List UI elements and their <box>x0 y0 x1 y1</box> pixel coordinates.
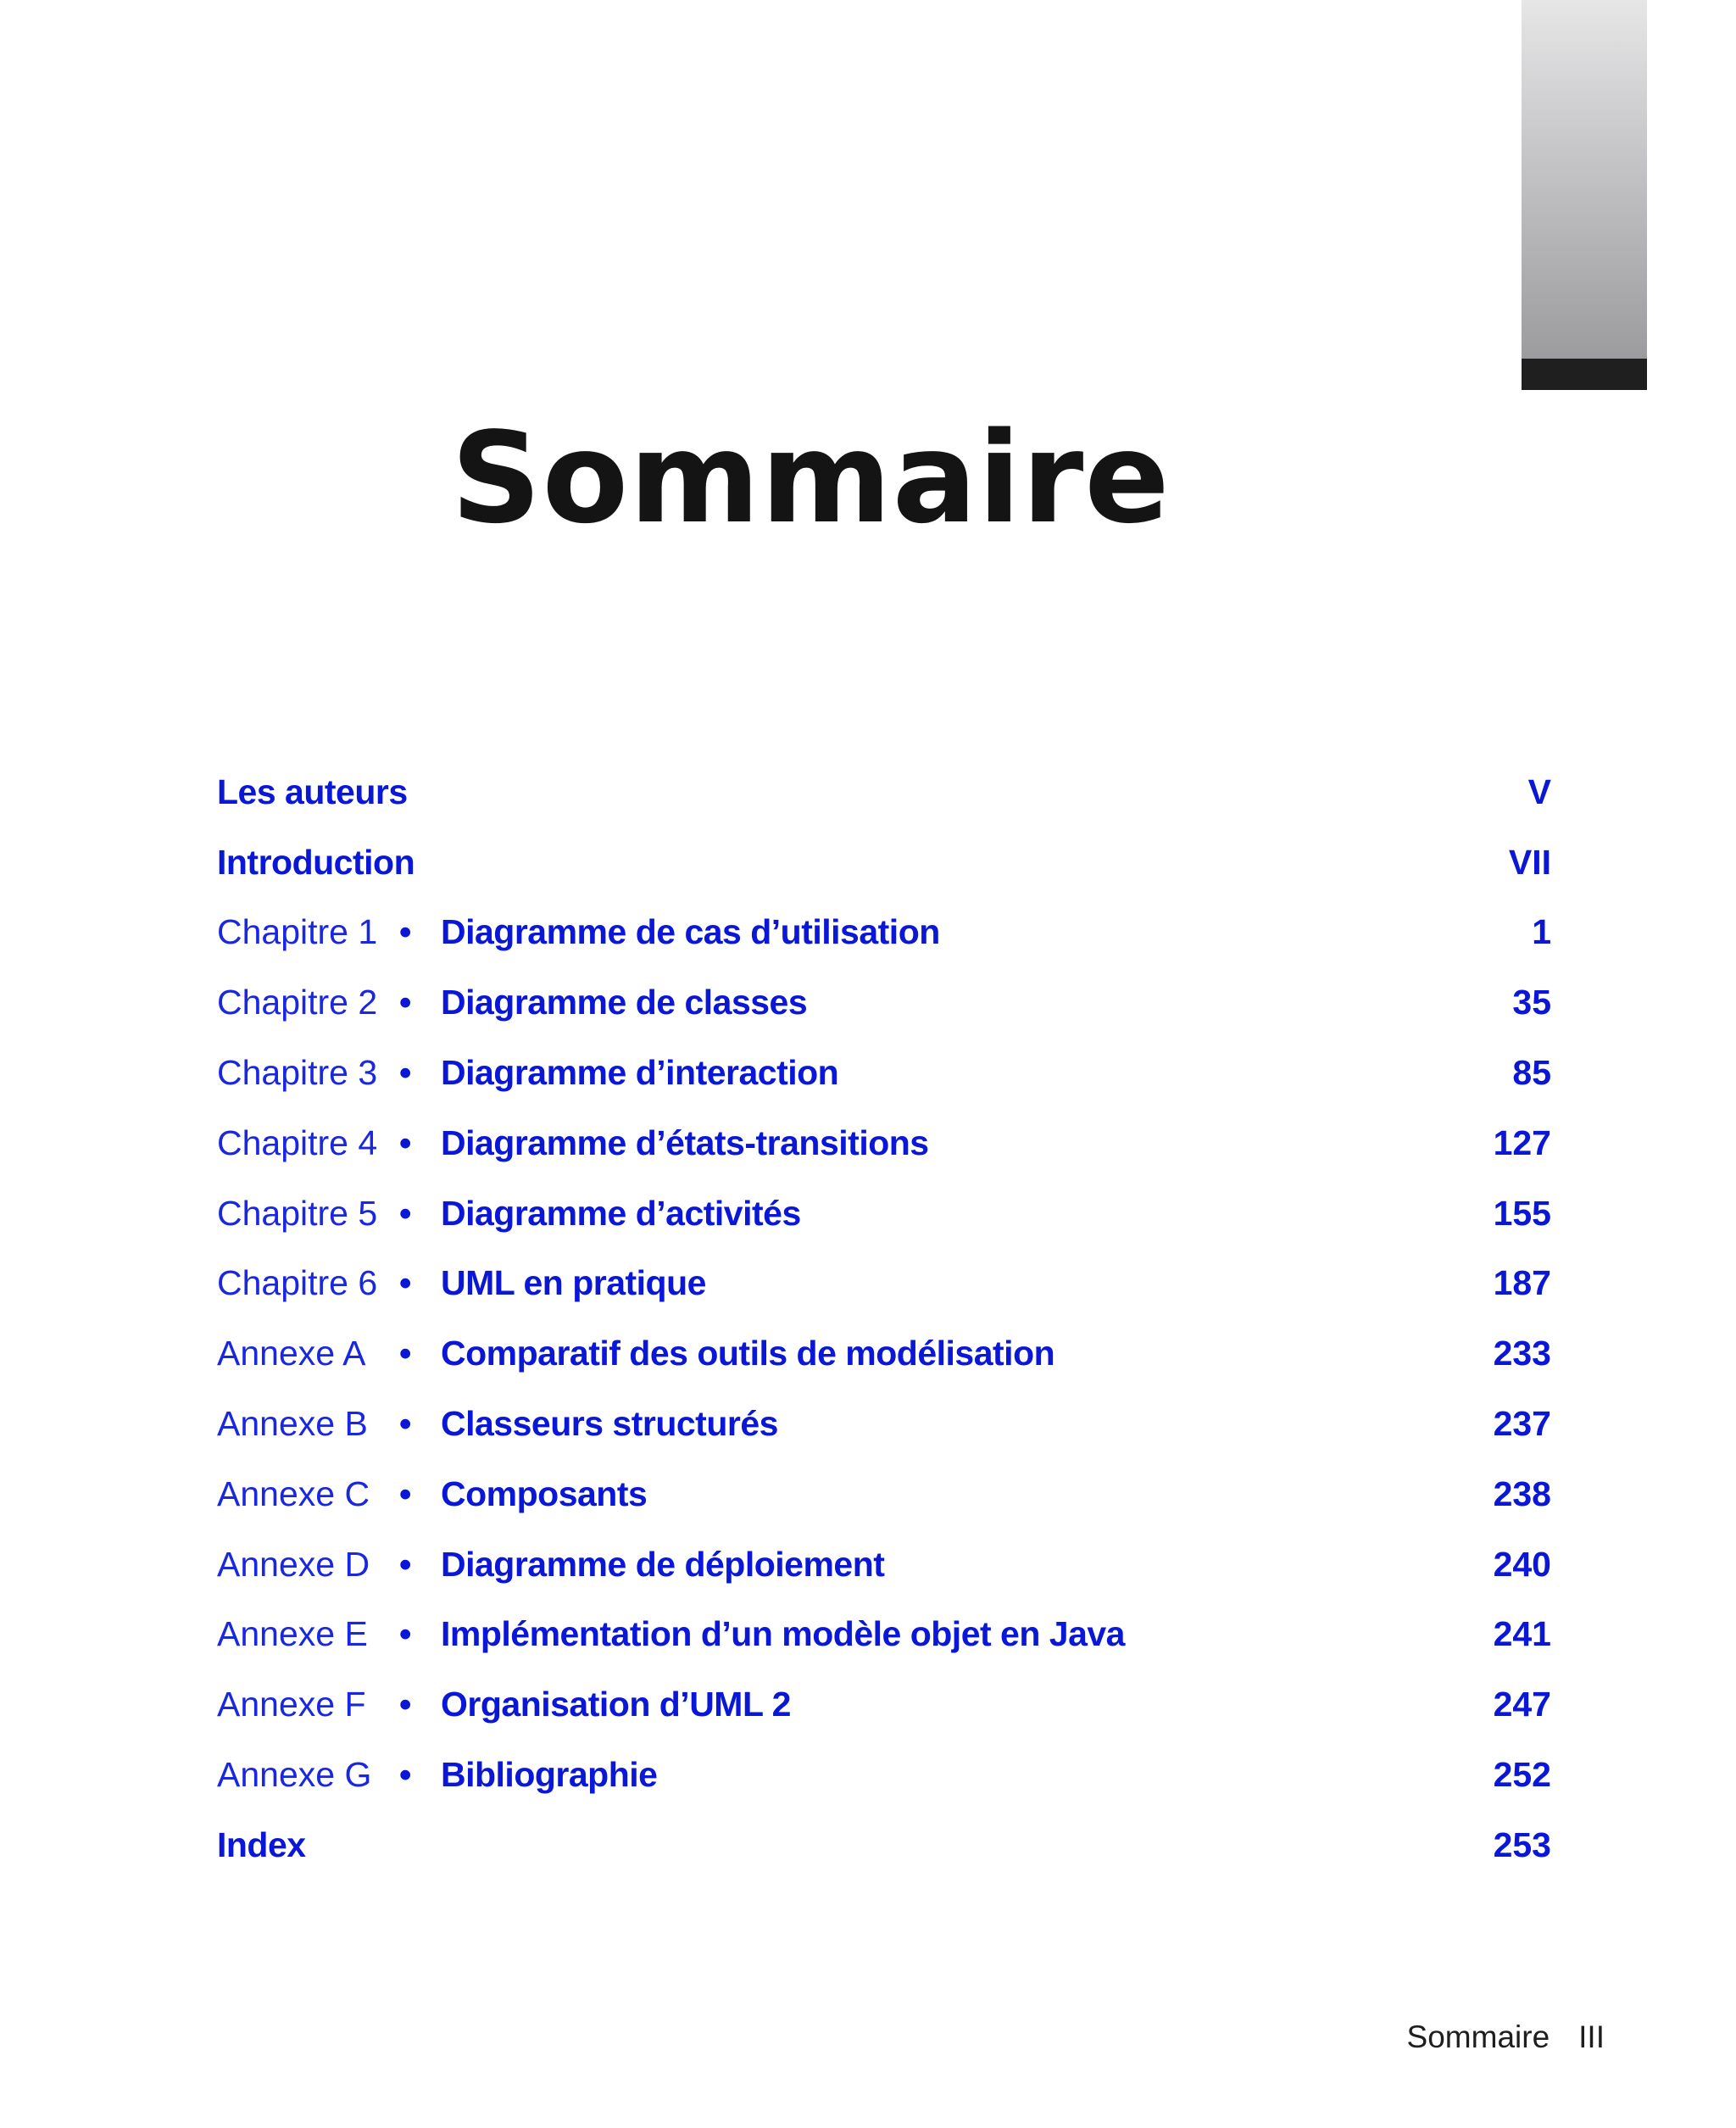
toc-entry[interactable] <box>217 757 1551 827</box>
toc-entry[interactable] <box>217 1178 1551 1249</box>
toc-entry-bullet: • <box>399 1263 412 1303</box>
toc-entry-page[interactable]: 237 <box>1493 1404 1551 1444</box>
toc-entry-page[interactable]: 253 <box>1493 1824 1551 1864</box>
toc-entry-page[interactable]: 1 <box>1532 912 1551 952</box>
edge-tab-bar <box>1522 359 1647 390</box>
page-footer <box>1407 2019 1605 2055</box>
toc-entry[interactable] <box>217 967 1551 1038</box>
toc-entry-bullet: • <box>399 1614 412 1654</box>
toc-entry-title[interactable]: Composants <box>441 1473 648 1513</box>
toc-entry-label: Annexe F <box>217 1685 366 1724</box>
toc-entry-page[interactable]: 85 <box>1512 1053 1551 1093</box>
toc-entry-label: Chapitre 1 <box>217 912 378 952</box>
toc-entry-label: Chapitre 6 <box>217 1263 378 1303</box>
toc-entry[interactable] <box>217 1810 1551 1880</box>
toc-entry-page[interactable]: 35 <box>1512 983 1551 1022</box>
toc-entry-label: Chapitre 5 <box>217 1193 378 1233</box>
toc-entry-title[interactable]: Comparatif des outils de modélisation <box>441 1334 1055 1373</box>
toc-entry-title[interactable]: Diagramme d’activités <box>441 1193 801 1233</box>
toc-entry-bullet: • <box>399 1334 412 1373</box>
toc-entry-title[interactable]: Bibliographie <box>441 1755 658 1795</box>
toc-entry[interactable] <box>217 898 1551 968</box>
footer-section: Sommaire <box>1406 2019 1550 2054</box>
toc-entry-page[interactable]: 155 <box>1493 1193 1551 1233</box>
toc-entry-page[interactable]: 252 <box>1493 1755 1551 1795</box>
toc-entry-page[interactable]: 240 <box>1493 1544 1551 1584</box>
toc-entry-title[interactable]: Les auteurs <box>217 772 408 811</box>
toc-entry-bullet: • <box>399 1404 412 1444</box>
toc-entry-label: Chapitre 3 <box>217 1053 378 1093</box>
toc-entry[interactable] <box>217 1318 1551 1389</box>
toc-entry-title[interactable]: Index <box>217 1824 306 1864</box>
toc-entry-title[interactable]: Classeurs structurés <box>441 1404 778 1444</box>
toc-entry-title[interactable]: Diagramme de déploiement <box>441 1544 885 1584</box>
toc-entry-bullet: • <box>399 1193 412 1233</box>
toc-entry-page[interactable]: 238 <box>1493 1473 1551 1513</box>
toc-entry-bullet: • <box>399 983 412 1022</box>
toc-entry-page[interactable]: 233 <box>1493 1334 1551 1373</box>
toc-entry-label: Annexe C <box>217 1473 370 1513</box>
toc-entry-bullet: • <box>399 1473 412 1513</box>
toc-entry-page[interactable]: V <box>1527 772 1551 811</box>
toc-entry-title[interactable]: Introduction <box>217 842 415 882</box>
toc-entry-label: Annexe G <box>217 1755 372 1795</box>
toc-entry-label: Chapitre 2 <box>217 983 378 1022</box>
toc-entry-page[interactable]: 241 <box>1493 1614 1551 1654</box>
toc-entry-label: Annexe D <box>217 1544 370 1584</box>
toc-entry-bullet: • <box>399 1755 412 1795</box>
toc-entry-bullet: • <box>399 912 412 952</box>
toc-entry-page[interactable]: 187 <box>1493 1263 1551 1303</box>
footer-page-number: III <box>1578 2019 1605 2054</box>
toc-entry-label: Annexe B <box>217 1404 368 1444</box>
toc-entry-label: Chapitre 4 <box>217 1122 378 1162</box>
toc-entry[interactable] <box>217 1669 1551 1740</box>
toc-entry-label: Annexe E <box>217 1614 368 1654</box>
toc-entry[interactable] <box>217 1459 1551 1529</box>
toc-entry[interactable] <box>217 1038 1551 1108</box>
toc-entry-label: Annexe A <box>217 1334 366 1373</box>
toc-entry[interactable] <box>217 1600 1551 1670</box>
toc-entry-title[interactable]: Implémentation d’un modèle objet en Java <box>441 1614 1125 1654</box>
page-title: Sommaire <box>451 405 1171 551</box>
toc-entry-bullet: • <box>399 1053 412 1093</box>
toc-entry[interactable] <box>217 827 1551 898</box>
toc-entry-bullet: • <box>399 1122 412 1162</box>
toc-entry[interactable] <box>217 1740 1551 1810</box>
toc-entry-page[interactable]: 127 <box>1493 1122 1551 1162</box>
table-of-contents <box>217 757 1551 1880</box>
toc-entry[interactable] <box>217 1249 1551 1319</box>
toc-entry-title[interactable]: Diagramme d’interaction <box>441 1053 839 1093</box>
toc-entry-title[interactable]: UML en pratique <box>441 1263 706 1303</box>
toc-entry-page[interactable]: 247 <box>1493 1685 1551 1724</box>
toc-entry-title[interactable]: Organisation d’UML 2 <box>441 1685 791 1724</box>
toc-entry[interactable] <box>217 1529 1551 1600</box>
toc-entry[interactable] <box>217 1389 1551 1459</box>
toc-entry-title[interactable]: Diagramme d’états-transitions <box>441 1122 929 1162</box>
toc-entry-page[interactable]: VII <box>1508 842 1551 882</box>
toc-entry-bullet: • <box>399 1544 412 1584</box>
toc-entry-title[interactable]: Diagramme de classes <box>441 983 808 1022</box>
edge-tab <box>1522 0 1647 359</box>
toc-entry[interactable] <box>217 1108 1551 1178</box>
toc-entry-title[interactable]: Diagramme de cas d’utilisation <box>441 912 940 952</box>
toc-entry-bullet: • <box>399 1685 412 1724</box>
